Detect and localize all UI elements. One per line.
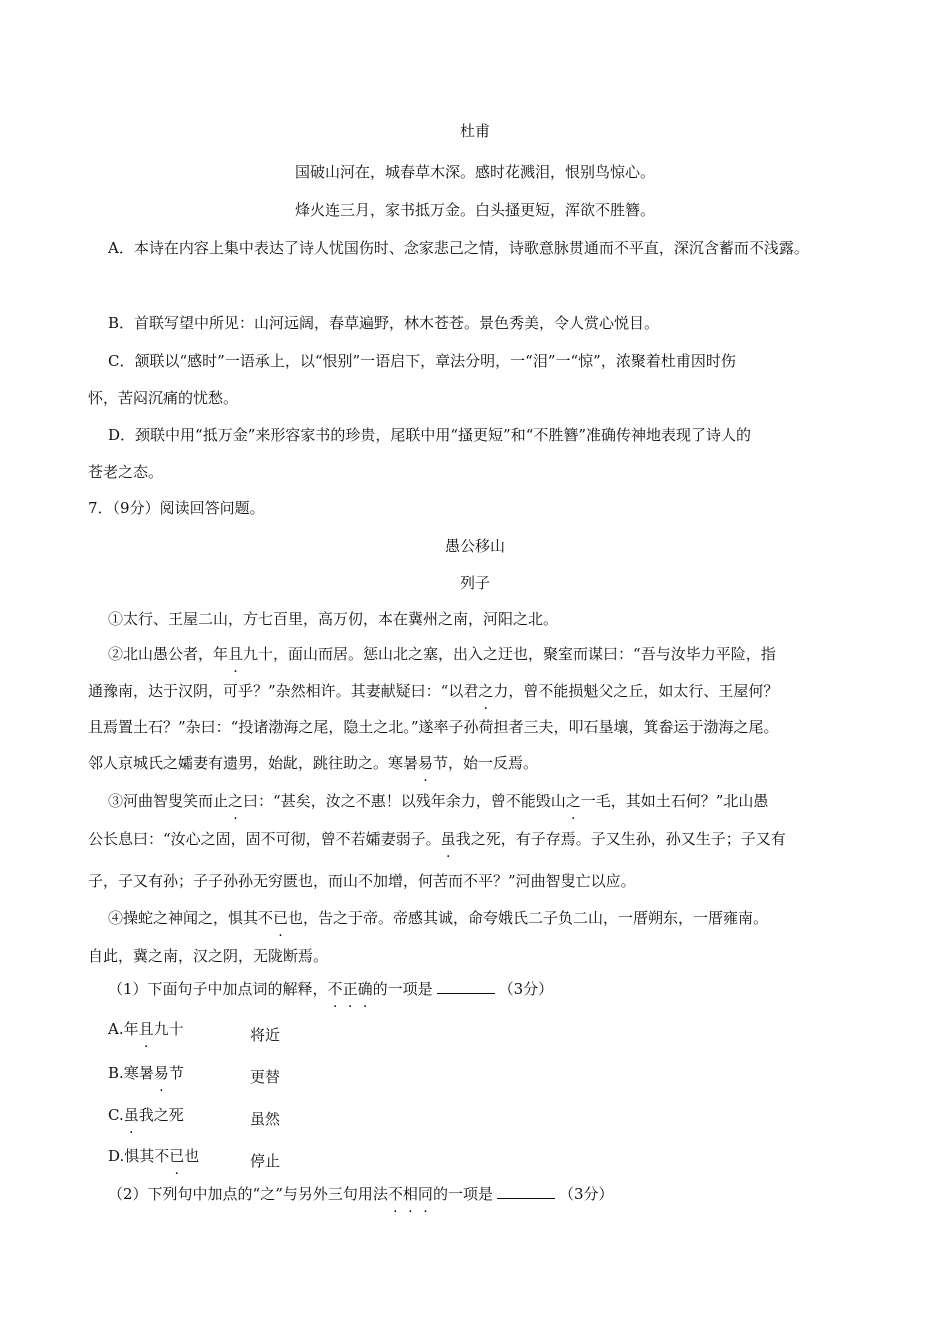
- sub1-option-b-meaning: 更替: [250, 1068, 281, 1086]
- dotted-char: 易: [418, 754, 434, 772]
- dotted-char: 之: [478, 682, 494, 700]
- poem-author: 杜甫: [459, 122, 490, 140]
- sub1-option-d: D.惧其不已也: [108, 1147, 200, 1165]
- sub-question-1-stem: （1）下面句子中加点词的解释，不正确的一项是 （3分）: [108, 980, 554, 998]
- paragraph-2-line-2: 通豫南，达于汉阴，可乎？”杂然相许。其妻献疑曰：“以君之力，曾不能损魁父之丘，如太行、王屋何？: [88, 682, 779, 700]
- paragraph-4-line-2: 自此，冀之南，汉之阴，无陇断焉。: [88, 947, 329, 965]
- answer-blank[interactable]: [437, 979, 495, 994]
- sub-question-2-stem: （2）下列句中加点的“之”与另外三句用法不相同的一项是 （3分）: [108, 1185, 614, 1203]
- paragraph-4-line-1: ④操蛇之神闻之，惧其不已也，告之于帝。帝感其诚，命夸娥氏二子负二山，一厝朔东，一厝雍南。: [108, 909, 769, 927]
- paragraph-2-line-4: 邻人京城氏之孀妻有遗男，始龀，跳往助之。寒暑易节，始一反焉。: [88, 754, 539, 772]
- dotted-char: 之: [565, 792, 581, 810]
- poem-line-2: 烽火连三月，家书抵万金。白头搔更短，浑欲不胜簪。: [294, 201, 655, 219]
- option-d-line-2: 苍老之态。: [88, 463, 164, 481]
- sub1-option-c-meaning: 虽然: [250, 1110, 281, 1128]
- sub1-option-b: B.寒暑易节: [108, 1064, 184, 1082]
- passage-author: 列子: [459, 574, 490, 592]
- option-a: A．本诗在内容上集中表达了诗人忧国伤时、念家悲己之情，诗歌意脉贯通而不平直，深沉含蓄而不浅露。: [108, 239, 809, 257]
- option-d-line-1: D．颈联中用“抵万金”来形容家书的珍贵，尾联中用“搔更短”和“不胜簪”准确传神地表现了诗人的: [108, 426, 752, 444]
- paragraph-3-line-3: 子，子又有孙；子子孙孙无穷匮也，而山不加增，何苦而不平？”河曲智叟亡以应。: [88, 872, 636, 890]
- sub1-option-c: C.虽我之死: [108, 1106, 184, 1124]
- sub1-option-a-meaning: 将近: [250, 1026, 281, 1044]
- paragraph-1: ①太行、王屋二山，方七百里，高万仞，本在冀州之南，河阳之北。: [108, 610, 559, 628]
- passage-title: 愚公移山: [444, 537, 505, 555]
- dotted-char: 虽: [440, 830, 456, 848]
- answer-blank[interactable]: [497, 1184, 555, 1199]
- paragraph-3-line-1: ③河曲智叟笑而止之曰：“甚矣，汝之不惠！以残年余力，曾不能毁山之一毛，其如土石何？”北山愚: [108, 792, 769, 810]
- paragraph-2-line-1: ②北山愚公者，年且九十，面山而居。惩山北之塞，出入之迂也，聚室而谋曰：“吾与汝毕力平险，指: [108, 645, 776, 663]
- dotted-char: 且: [228, 645, 244, 663]
- sub1-option-d-meaning: 停止: [250, 1152, 281, 1170]
- paragraph-3-line-2: 公长息曰：“汝心之固，固不可彻，曾不若孀妻弱子。虽我之死，有子存焉。子又生孙，孙又生子；子又有: [88, 830, 786, 848]
- option-c-line-1: C．颔联以“感时”一语承上，以“恨别”一语启下，章法分明，一“泪”一“惊”，浓聚着杜甫因时伤: [108, 352, 736, 370]
- dotted-char: 已: [273, 909, 289, 927]
- sub1-option-a: A.年且九十: [108, 1020, 184, 1038]
- question-7-header: 7．（9分）阅读回答问题。: [88, 499, 265, 517]
- option-b: B．首联写望中所见：山河远阔，春草遍野，林木苍苍。景色秀美，令人赏心悦目。: [108, 314, 660, 332]
- poem-line-1: 国破山河在，城春草木深。感时花溅泪，恨别鸟惊心。: [294, 163, 655, 181]
- option-c-line-2: 怀，苦闷沉痛的忧愁。: [88, 389, 239, 407]
- dotted-char: 之: [228, 792, 244, 810]
- paragraph-2-line-3: 且焉置土石？”杂曰：“投诸渤海之尾，隐土之北。”遂率子孙荷担者三夫，叩石垦壤，箕畚运于渤海之尾。: [88, 718, 779, 736]
